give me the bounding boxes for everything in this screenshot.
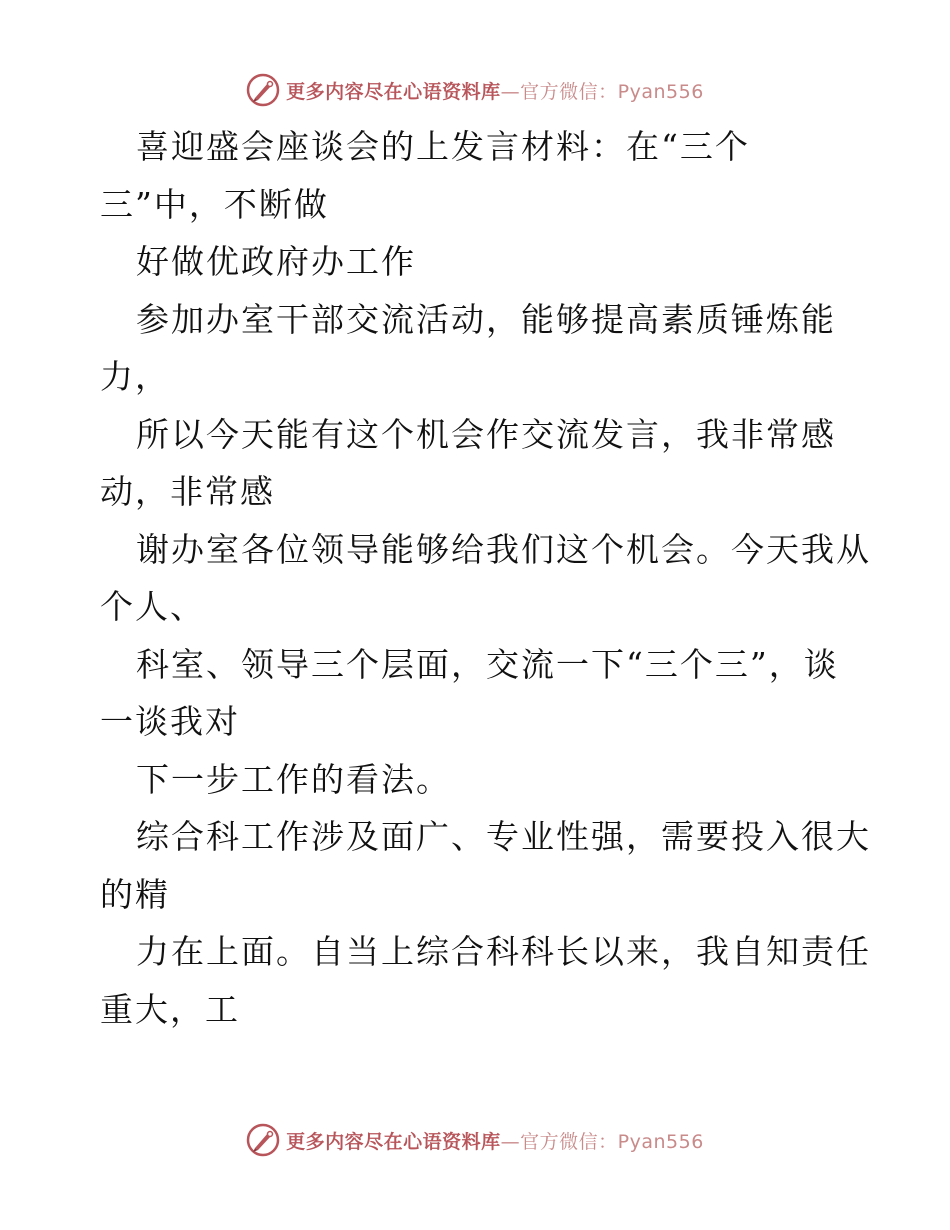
text-line: 谢办室各位领导能够给我们这个机会。今天我从 bbox=[136, 529, 871, 569]
text-line: 喜迎盛会座谈会的上发言材料：在“三个 bbox=[136, 127, 750, 166]
text-line: 所以今天能有这个机会作交流发言，我非常感 bbox=[136, 414, 836, 454]
feather-pen-logo-icon bbox=[246, 73, 280, 107]
text-line: 好做优政府办工作 bbox=[136, 242, 416, 281]
watermark-brand: 更多内容尽在心语资料库 bbox=[286, 1130, 501, 1153]
watermark-separator: — bbox=[500, 80, 521, 103]
watermark-separator: — bbox=[500, 1130, 521, 1153]
text-line: 力在上面。自当上综合科科长以来，我自知责任 bbox=[136, 932, 871, 971]
text-line: 的精 bbox=[100, 874, 170, 914]
text-line: 科室、领导三个层面，交流一下“三个三”，谈 bbox=[136, 644, 839, 684]
text-line: 参加办室干部交流活动，能够提高素质锤炼能 bbox=[136, 299, 836, 339]
watermark-suffix: 官方微信：Pyan556 bbox=[520, 80, 704, 103]
watermark-brand: 更多内容尽在心语资料库 bbox=[286, 80, 501, 103]
watermark-text bbox=[286, 77, 704, 104]
document-body bbox=[100, 118, 871, 1038]
feather-pen-logo-icon bbox=[246, 1123, 280, 1157]
watermark-text bbox=[286, 1127, 704, 1154]
text-line: 重大，工 bbox=[100, 989, 240, 1029]
text-line: 个人、 bbox=[100, 587, 205, 626]
header-watermark bbox=[0, 70, 950, 110]
text-line: 力， bbox=[100, 357, 170, 396]
text-line: 三”中，不断做 bbox=[100, 184, 329, 224]
text-line: 动，非常感 bbox=[100, 472, 275, 511]
footer-watermark bbox=[0, 1120, 950, 1160]
watermark-suffix: 官方微信：Pyan556 bbox=[520, 1130, 704, 1153]
text-line: 下一步工作的看法。 bbox=[136, 759, 451, 799]
text-line: 一谈我对 bbox=[100, 702, 240, 741]
text-line: 综合科工作涉及面广、专业性强，需要投入很大 bbox=[136, 817, 871, 856]
